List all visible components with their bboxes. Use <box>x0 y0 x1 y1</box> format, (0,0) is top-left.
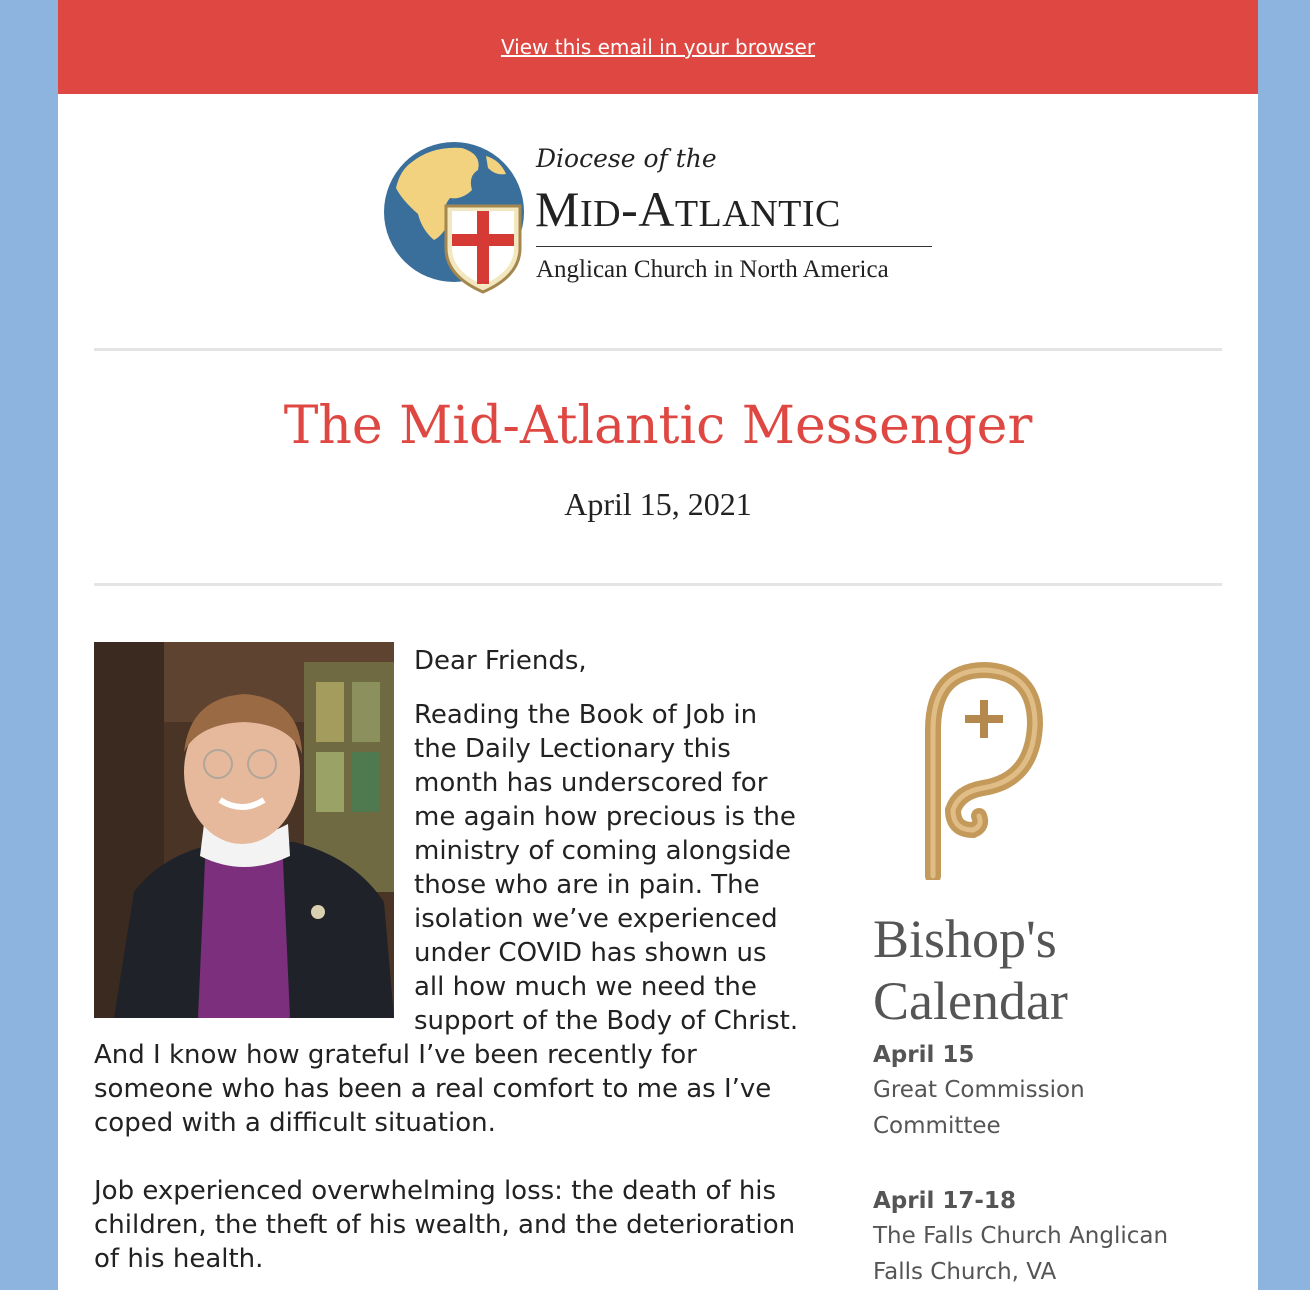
globe-shield-icon <box>382 140 532 296</box>
view-in-browser-link[interactable]: View this email in your browser <box>500 35 816 59</box>
logo-line-sub: Anglican Church in North America <box>536 256 889 283</box>
letter-paragraph-2: Job experienced overwhelming loss: the death of his children, the theft of his wealth, and the deterioration of his health. <box>94 1176 796 1274</box>
newsletter-title: The Mid-Atlantic Messenger <box>283 396 1033 456</box>
logo-divider <box>536 246 932 247</box>
event-date: April 15 <box>873 1042 975 1068</box>
letter-paragraph-1: Reading the Book of Job in the Daily Lectionary this month has underscored for me again how precious is the ministry of coming alongside those who are in pain. The isolation we’ve experienced under COVID has shown us all how much we need the support of the Body of Christ. And I know how grateful I’ve been recently for someone who has been a real comfort to me as I’ve coped with a difficult situation. <box>94 700 799 1138</box>
event-description: The Falls Church Anglican <box>873 1223 1169 1249</box>
divider-top <box>94 348 1222 351</box>
bishop-letter <box>94 642 804 1290</box>
divider-bottom <box>94 583 1222 586</box>
newsletter-date: April 15, 2021 <box>564 486 752 522</box>
event-date: April 17-18 <box>873 1188 1016 1214</box>
diocese-logo[interactable] <box>382 140 942 296</box>
logo-line-main: MID-ATLANTIC <box>535 181 841 237</box>
email-container <box>58 0 1258 1290</box>
event-description: Committee <box>873 1113 1001 1139</box>
logo-line-top: Diocese of the <box>536 144 717 173</box>
calendar-title: Bishop's Calendar <box>873 909 1068 1031</box>
event-description: Falls Church, VA <box>873 1259 1057 1285</box>
letter-salutation: Dear Friends, <box>414 646 587 676</box>
event-description: Great Commission <box>873 1077 1085 1103</box>
header-bar <box>58 0 1258 94</box>
bishops-calendar <box>873 660 1203 1290</box>
bishop-photo <box>94 642 394 1018</box>
crozier-icon <box>903 660 1043 880</box>
